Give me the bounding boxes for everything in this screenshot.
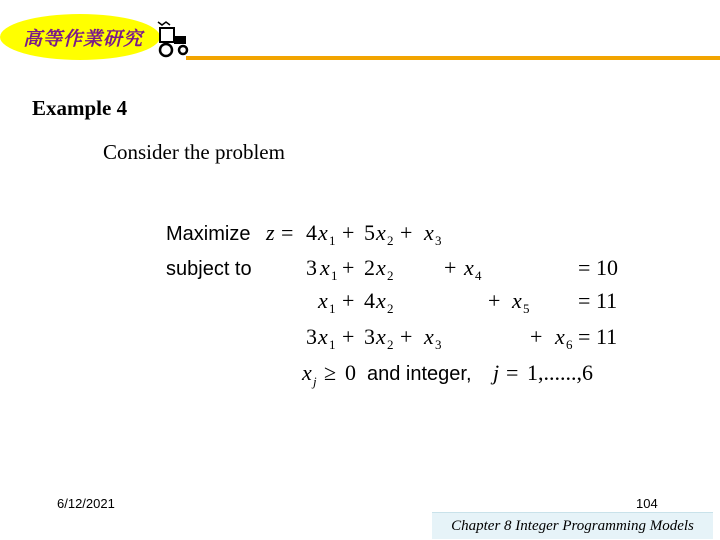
svg-text:3: 3 bbox=[435, 337, 442, 352]
svg-text:x: x bbox=[555, 324, 565, 349]
index-range: 1,......,6 bbox=[527, 360, 593, 385]
constraint-label: subject to bbox=[166, 258, 252, 280]
course-logo-text: 高等作業研究 bbox=[22, 27, 143, 50]
objective-var: z bbox=[266, 220, 275, 245]
svg-text:2: 2 bbox=[387, 233, 394, 248]
svg-text:2: 2 bbox=[364, 255, 375, 280]
svg-text:=: = bbox=[578, 324, 591, 349]
svg-text:6: 6 bbox=[566, 337, 573, 352]
svg-text:3: 3 bbox=[306, 324, 317, 349]
svg-text:4: 4 bbox=[364, 288, 375, 313]
rhs-1: 10 bbox=[596, 255, 618, 280]
svg-text:x: x bbox=[320, 255, 330, 280]
svg-text:3: 3 bbox=[306, 255, 317, 280]
slide-intro: Consider the problem bbox=[103, 140, 285, 164]
svg-text:1: 1 bbox=[329, 337, 336, 352]
domain-row bbox=[301, 360, 593, 389]
svg-text:+: + bbox=[530, 324, 543, 349]
chapter-footer bbox=[432, 512, 713, 539]
svg-text:=: = bbox=[506, 360, 519, 385]
rhs-2: 11 bbox=[596, 288, 618, 313]
objective-row bbox=[166, 220, 442, 248]
slide-title: Example 4 bbox=[32, 96, 128, 120]
svg-text:≥: ≥ bbox=[324, 360, 337, 385]
constraint-row-2 bbox=[317, 288, 617, 316]
svg-text:+: + bbox=[488, 288, 501, 313]
svg-text:1: 1 bbox=[329, 301, 336, 316]
svg-text:x: x bbox=[376, 220, 386, 245]
svg-text:x: x bbox=[424, 220, 434, 245]
svg-text:4: 4 bbox=[475, 268, 482, 283]
rhs-3: 11 bbox=[596, 324, 618, 349]
svg-text:4: 4 bbox=[306, 220, 317, 245]
svg-text:x: x bbox=[318, 288, 328, 313]
page-number: 104 bbox=[636, 496, 658, 511]
svg-text:+: + bbox=[342, 255, 355, 280]
slide-date: 6/12/2021 bbox=[57, 496, 115, 511]
svg-text:+: + bbox=[342, 324, 355, 349]
svg-text:x: x bbox=[512, 288, 522, 313]
svg-text:+: + bbox=[342, 288, 355, 313]
svg-text:+: + bbox=[400, 220, 413, 245]
svg-text:0: 0 bbox=[345, 360, 356, 385]
svg-text:x: x bbox=[376, 255, 386, 280]
svg-text:2: 2 bbox=[387, 268, 394, 283]
svg-text:5: 5 bbox=[364, 220, 375, 245]
svg-text:2: 2 bbox=[387, 337, 394, 352]
svg-text:3: 3 bbox=[364, 324, 375, 349]
svg-text:1: 1 bbox=[331, 268, 338, 283]
svg-text:=: = bbox=[281, 220, 294, 245]
svg-text:x: x bbox=[318, 324, 328, 349]
svg-text:1: 1 bbox=[329, 233, 336, 248]
svg-text:+: + bbox=[342, 220, 355, 245]
constraint-row-1 bbox=[166, 255, 618, 283]
svg-text:5: 5 bbox=[523, 301, 530, 316]
chapter-title: Chapter 8 Integer Programming Models bbox=[451, 517, 694, 534]
svg-text:2: 2 bbox=[387, 301, 394, 316]
svg-text:j: j bbox=[313, 374, 317, 389]
svg-text:x: x bbox=[376, 324, 386, 349]
svg-text:+: + bbox=[444, 255, 457, 280]
svg-text:x: x bbox=[376, 288, 386, 313]
svg-text:x: x bbox=[318, 220, 328, 245]
svg-text:=: = bbox=[578, 255, 591, 280]
svg-text:x: x bbox=[302, 360, 312, 385]
domain-text: and integer, bbox=[367, 363, 472, 385]
svg-text:=: = bbox=[578, 288, 591, 313]
svg-text:x: x bbox=[464, 255, 474, 280]
constraint-row-3 bbox=[306, 324, 617, 352]
svg-text:+: + bbox=[400, 324, 413, 349]
svg-text:x: x bbox=[424, 324, 434, 349]
objective-label: Maximize bbox=[166, 223, 251, 245]
svg-text:3: 3 bbox=[435, 233, 442, 248]
index-var: j bbox=[493, 360, 500, 385]
